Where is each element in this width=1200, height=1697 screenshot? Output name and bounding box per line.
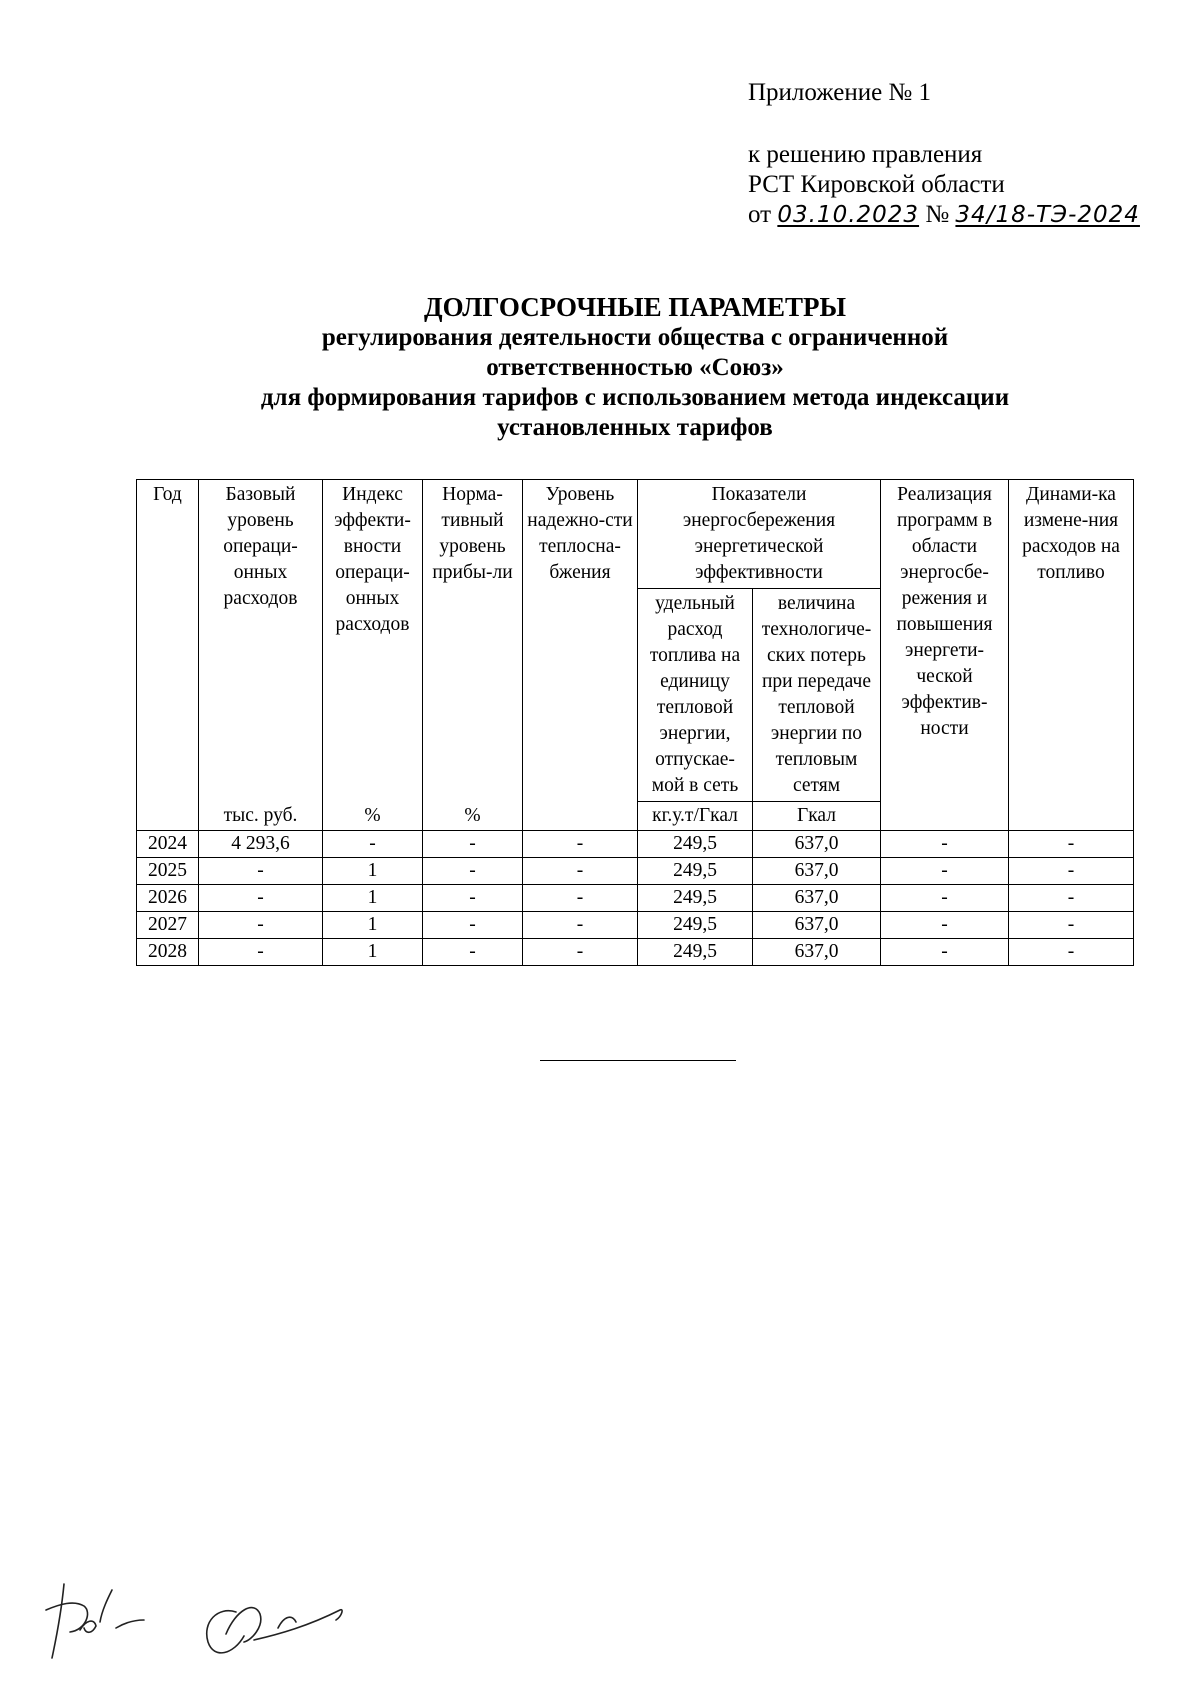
appendix-block (748, 78, 1140, 230)
unit-fuel-rate: кг.у.т/Гкал (638, 802, 753, 831)
cell-year: 2026 (137, 885, 199, 912)
cell-profit: - (423, 858, 523, 885)
unit-profit: % (423, 802, 523, 831)
date-prefix: от (748, 201, 778, 228)
cell-programs: - (881, 912, 1009, 939)
cell-programs: - (881, 939, 1009, 966)
decision-number: 34/18-ТЭ-2024 (955, 202, 1140, 228)
cell-fuel: 249,5 (638, 858, 753, 885)
decision-date: 03.10.2023 (777, 202, 920, 228)
appendix-number: Приложение № 1 (748, 79, 932, 106)
cell-profit: - (423, 885, 523, 912)
cell-programs: - (881, 858, 1009, 885)
title-line-2: ответственностью «Союз» (486, 354, 784, 381)
header-fuel-dynamics: Динами-ка измене-ния расходов на топливо (1009, 480, 1134, 831)
header-losses: величина технологиче-ских потерь при передаче тепловой энергии по тепловым сетям (753, 589, 881, 802)
cell-losses: 637,0 (753, 858, 881, 885)
header-efficiency-index: Индекс эффекти-вности операци-онных расходов (323, 480, 423, 802)
cell-reliability: - (523, 831, 638, 858)
title-heading: ДОЛГОСРОЧНЫЕ ПАРАМЕТРЫ (424, 292, 846, 322)
cell-base: - (199, 939, 323, 966)
number-prefix: № (919, 201, 956, 228)
cell-base: - (199, 885, 323, 912)
table-row (137, 858, 1134, 885)
cell-year: 2024 (137, 831, 199, 858)
cell-index: 1 (323, 885, 423, 912)
header-profit: Норма-тивный уровень прибы-ли (423, 480, 523, 802)
appendix-line-2: РСТ Кировской области (748, 171, 1005, 198)
cell-dynamics: - (1009, 939, 1134, 966)
cell-base: 4 293,6 (199, 831, 323, 858)
cell-reliability: - (523, 939, 638, 966)
cell-fuel: 249,5 (638, 939, 753, 966)
header-reliability: Уровень надежно-сти теплосна-бжения (523, 480, 638, 831)
parameters-table (136, 479, 1134, 966)
cell-year: 2025 (137, 858, 199, 885)
cell-dynamics: - (1009, 912, 1134, 939)
table-row (137, 939, 1134, 966)
table-row (137, 885, 1134, 912)
cell-losses: 637,0 (753, 885, 881, 912)
cell-index: 1 (323, 912, 423, 939)
cell-dynamics: - (1009, 831, 1134, 858)
cell-base: - (199, 858, 323, 885)
document-title (0, 292, 1200, 443)
unit-year (137, 802, 199, 831)
handwritten-signature (40, 1570, 360, 1670)
cell-losses: 637,0 (753, 831, 881, 858)
header-programs: Реализация программ в области энергосбе-режения и повышения энергети-ческой эффектив-ности (881, 480, 1009, 831)
cell-programs: - (881, 885, 1009, 912)
header-year: Год (137, 480, 199, 802)
unit-efficiency-index: % (323, 802, 423, 831)
unit-losses: Гкал (753, 802, 881, 831)
header-fuel-rate: удельный расход топлива на единицу тепловой энергии, отпускае-мой в сеть (638, 589, 753, 802)
cell-reliability: - (523, 912, 638, 939)
cell-year: 2027 (137, 912, 199, 939)
cell-year: 2028 (137, 939, 199, 966)
cell-base: - (199, 912, 323, 939)
table-row (137, 831, 1134, 858)
closing-rule (540, 1060, 736, 1061)
title-line-1: регулирования деятельности общества с ограниченной (321, 324, 949, 351)
cell-dynamics: - (1009, 885, 1134, 912)
cell-index: 1 (323, 858, 423, 885)
title-line-3: для формирования тарифов с использованием метода индексации (260, 384, 1010, 411)
cell-losses: 637,0 (753, 939, 881, 966)
table-row (137, 912, 1134, 939)
header-base-costs: Базовый уровень операци-онных расходов (199, 480, 323, 802)
cell-reliability: - (523, 885, 638, 912)
title-line-4: установленных тарифов (497, 414, 773, 441)
cell-dynamics: - (1009, 858, 1134, 885)
appendix-date-line (748, 200, 1140, 230)
cell-index: - (323, 831, 423, 858)
cell-profit: - (423, 912, 523, 939)
cell-fuel: 249,5 (638, 831, 753, 858)
cell-fuel: 249,5 (638, 912, 753, 939)
unit-base-costs: тыс. руб. (199, 802, 323, 831)
cell-fuel: 249,5 (638, 885, 753, 912)
appendix-line-1: к решению правления (748, 141, 983, 168)
cell-profit: - (423, 831, 523, 858)
header-energy-group: Показатели энергосбережения энергетической эффективности (638, 480, 881, 589)
cell-programs: - (881, 831, 1009, 858)
header-row-1 (137, 480, 1134, 589)
cell-index: 1 (323, 939, 423, 966)
cell-profit: - (423, 939, 523, 966)
cell-reliability: - (523, 858, 638, 885)
cell-losses: 637,0 (753, 912, 881, 939)
